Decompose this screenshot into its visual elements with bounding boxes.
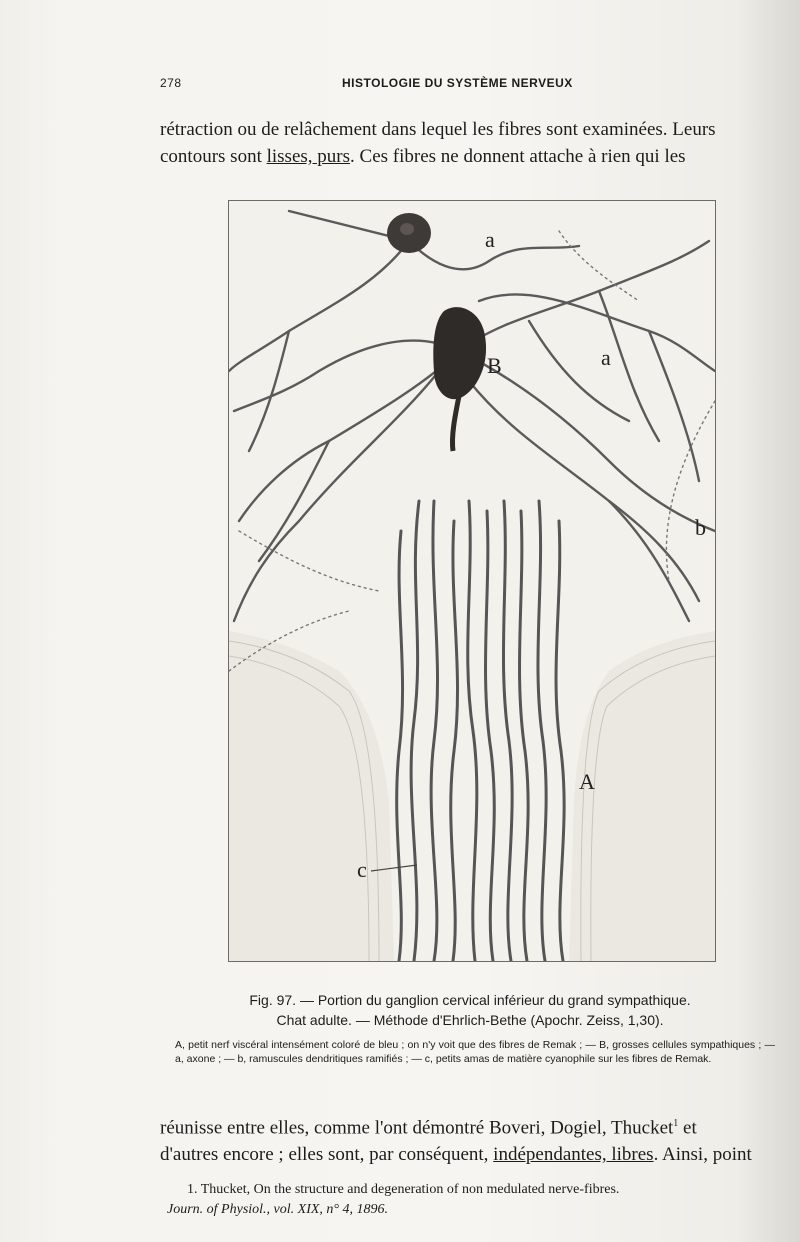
top-paragraph — [160, 116, 755, 170]
footnote-line: Journ. of Physiol., vol. XIX, n° 4, 1896. — [167, 1202, 389, 1217]
text-span: . Ainsi, point — [653, 1144, 752, 1166]
caption-line: Fig. 97. — Portion du ganglion cervical inférieur du grand sympathique. — [249, 992, 691, 1008]
text-span: réunisse entre elles, comme l'ont démontré Boveri, Dogiel, Thucket — [160, 1117, 674, 1139]
text-line: rétraction ou de relâchement dans lequel les fibres sont examinées. Leurs — [160, 119, 716, 140]
page-number: 278 — [160, 76, 182, 90]
footnote — [167, 1180, 767, 1220]
footnote-line: 1. Thucket, On the structure and degeneration of non medulated nerve-fibres. — [187, 1182, 620, 1197]
bottom-paragraph — [160, 1110, 755, 1168]
label-B-cell: B — [487, 353, 502, 378]
underlined-text: indépendantes, libres — [493, 1144, 654, 1166]
label-b-dendrite: b — [695, 515, 706, 540]
label-a-axone: a — [485, 227, 495, 252]
text-span: et — [678, 1117, 697, 1139]
label-A-nerve: A — [579, 769, 595, 794]
figure-illustration — [228, 200, 716, 962]
text-span: . Ces fibres ne donnent attache à rien qui les — [350, 146, 686, 167]
nerve-fibres-drawing — [229, 201, 715, 961]
text-line — [160, 1110, 755, 1141]
page-header — [160, 76, 740, 96]
caption-line: Chat adulte. — Méthode d'Ehrlich-Bethe (Apochr. Zeiss, 1,30). — [276, 1012, 664, 1028]
text-line — [160, 143, 755, 170]
underlined-text: lisses, purs — [266, 146, 351, 167]
text-line — [160, 1141, 755, 1168]
label-c-cyanophile: c — [357, 857, 367, 882]
running-title: HISTOLOGIE DU SYSTÈME NERVEUX — [342, 76, 573, 90]
text-span: d'autres encore ; elles sont, par conséquent, — [160, 1144, 494, 1166]
text-span: contours sont — [160, 146, 267, 167]
footnote-marker: 1 — [673, 1118, 679, 1129]
label-a-axone-right: a — [601, 345, 611, 370]
figure-caption — [180, 990, 760, 1030]
figure-legend: A, petit nerf viscéral intensément coloré de bleu ; on n'y voit que des fibres de Remak ; — B, grosses cellules sympathiques ; — a, axone ; — b, ramuscules dendritiques ramifiés ; — c, petits amas de matière cyanophile sur les fibres de Remak. — [175, 1039, 775, 1065]
